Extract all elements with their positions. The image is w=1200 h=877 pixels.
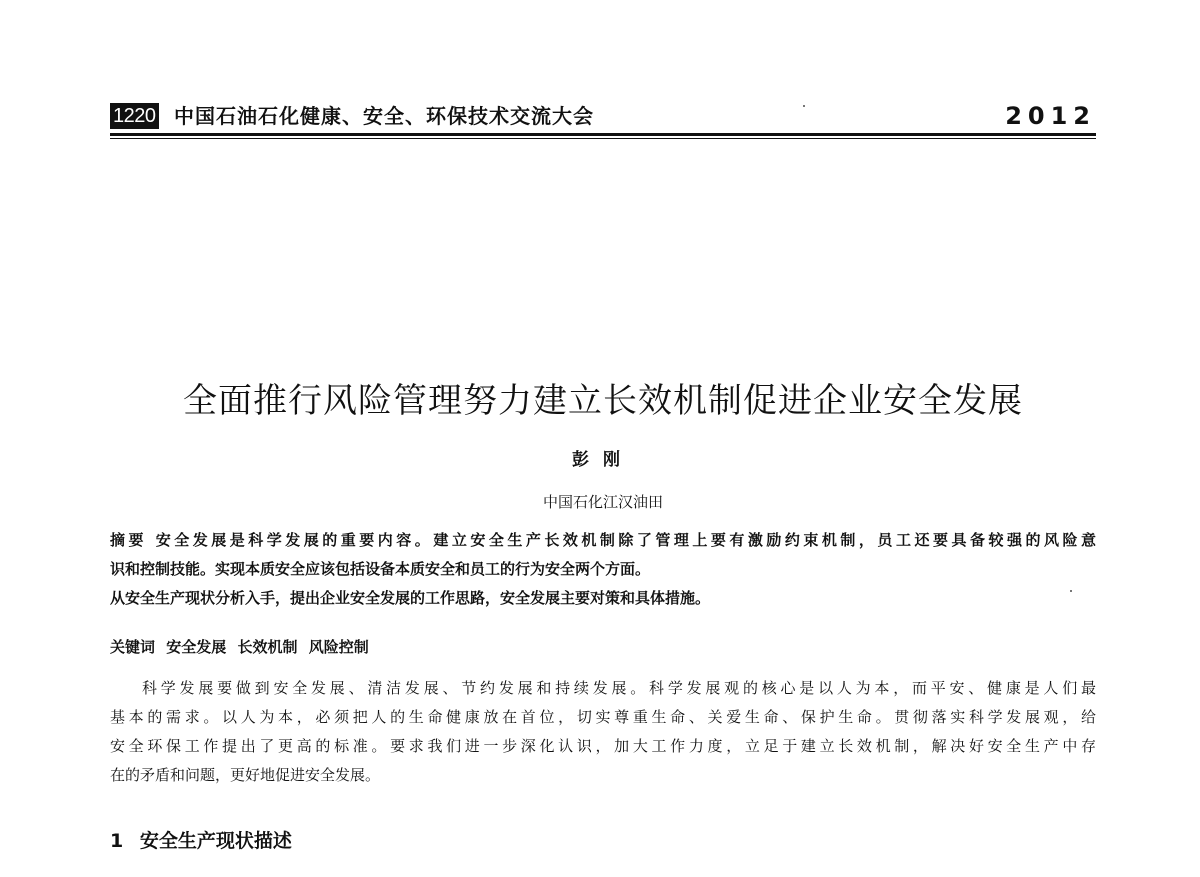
paragraph-line: 在的矛盾和问题，更好地促进安全发展。	[110, 766, 381, 784]
keyword-item: 风险控制	[308, 638, 369, 656]
paragraph-line: 安全环保工作提出了更高的标准。要求我们进一步深化认识，加大工作力度，立足于建立长效机制，解决好安全生产中存	[110, 737, 1096, 755]
abstract-line: 从安全生产现状分析入手，提出企业安全发展的工作思路，安全发展主要对策和具体措施。	[110, 589, 711, 607]
header-rule-thick	[110, 133, 1096, 136]
keywords-label: 关键词	[110, 638, 156, 656]
paragraph-line: 基本的需求。以人为本，必须把人的生命健康放在首位，切实尊重生命、关爱生命、保护生命。贯彻落实科学发展观，给	[110, 708, 1096, 726]
page-number: 1220	[110, 103, 159, 129]
scan-speck	[1070, 590, 1072, 592]
author-name: 彭刚	[572, 450, 634, 470]
intro-paragraph	[110, 674, 1096, 790]
scan-speck	[803, 105, 805, 107]
keyword-item: 安全发展	[166, 638, 227, 656]
keywords	[110, 634, 1096, 660]
section-number: 1	[110, 830, 124, 852]
section-title: 安全生产现状描述	[139, 830, 292, 852]
author-affiliation: 中国石化江汉油田	[542, 493, 663, 511]
article-title: 全面推行风险管理努力建立长效机制促进企业安全发展	[183, 381, 1023, 421]
year-label: 2012	[1005, 102, 1096, 130]
header-rule-thin	[110, 138, 1096, 139]
keyword-item: 长效机制	[237, 638, 298, 656]
running-header	[110, 103, 1096, 133]
abstract	[110, 526, 1096, 613]
conference-title: 中国石油石化健康、安全、环保技术交流大会	[174, 104, 594, 128]
abstract-line: 识和控制技能。实现本质安全应该包括设备本质安全和员工的行为安全两个方面。	[110, 560, 651, 578]
section-heading	[110, 826, 292, 856]
abstract-line: 摘要 安全发展是科学发展的重要内容。建立安全生产长效机制除了管理上要有激励约束机制，员工还要具备较强的风险意	[110, 531, 1096, 549]
paragraph-line: 科学发展要做到安全发展、清洁发展、节约发展和持续发展。科学发展观的核心是以人为本，而平安、健康是人们最	[142, 679, 1096, 697]
